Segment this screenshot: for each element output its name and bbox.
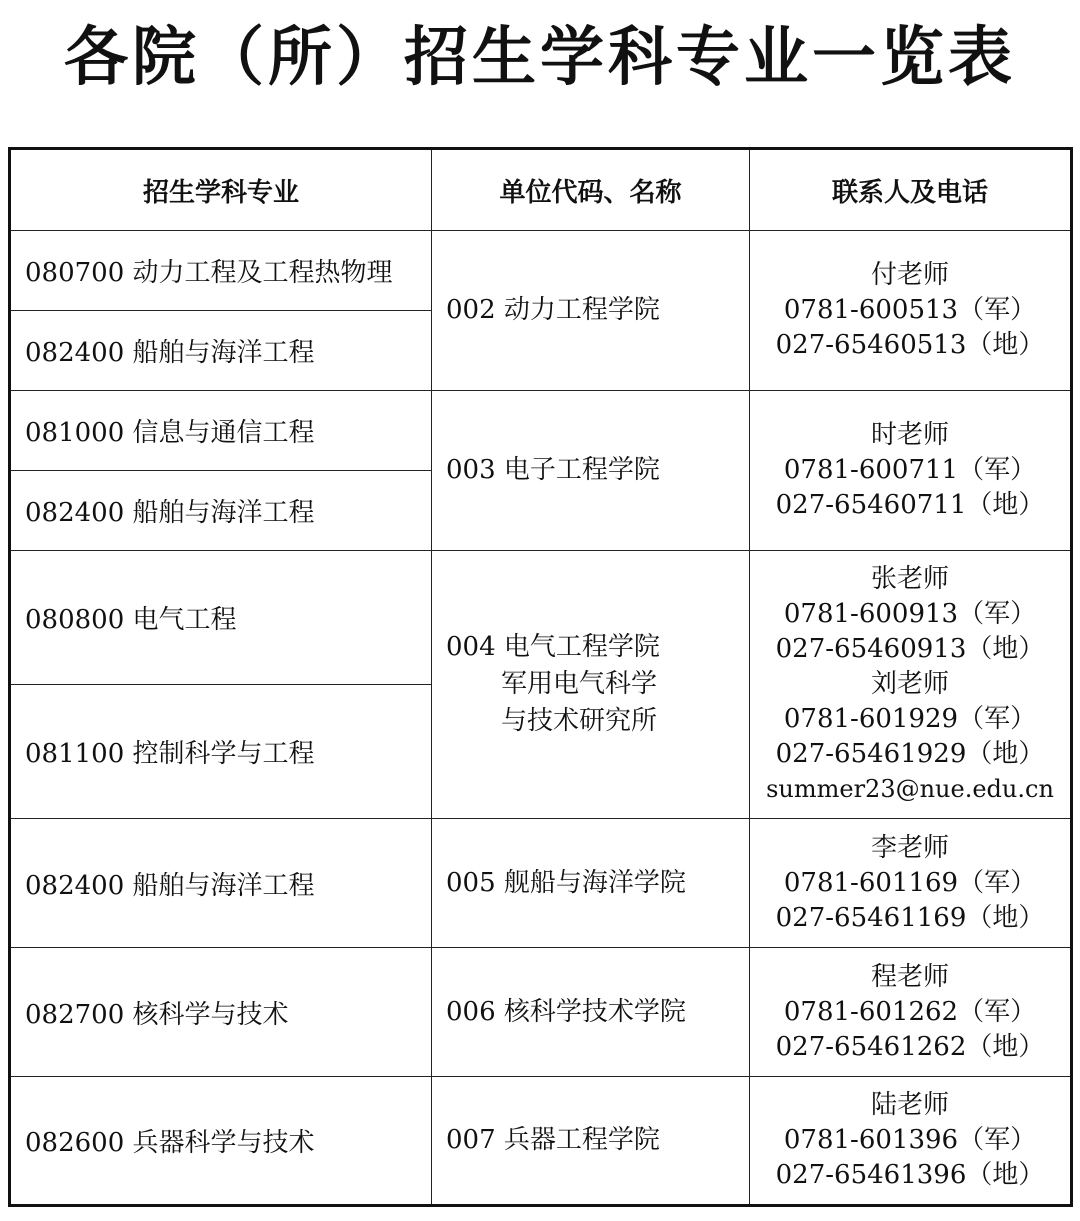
contact-phone-civil: 027-65460513（地） bbox=[775, 330, 1045, 360]
major-cell: 082400 船舶与海洋工程 bbox=[10, 471, 432, 551]
contact-phone-civil: 027-65461169（地） bbox=[775, 902, 1045, 933]
unit-cell bbox=[432, 391, 750, 551]
contact-name: 刘老师 bbox=[870, 669, 949, 699]
table-row bbox=[10, 948, 1072, 1077]
header-unit: 单位代码、名称 bbox=[432, 149, 750, 231]
table-header-row bbox=[10, 149, 1072, 231]
major-cell: 081100 控制科学与工程 bbox=[10, 685, 432, 819]
unit-name-line: 军用电气科学 bbox=[501, 669, 658, 699]
contact-name: 李老师 bbox=[870, 832, 949, 863]
unit-cell bbox=[432, 551, 750, 819]
major-cell: 080700 动力工程及工程热物理 bbox=[10, 231, 432, 311]
contact-phone-civil: 027-65461262（地） bbox=[775, 1031, 1045, 1062]
contact-cell bbox=[750, 391, 1072, 551]
unit-cell bbox=[432, 231, 750, 391]
unit-name: 002 动力工程学院 bbox=[446, 295, 660, 325]
major-cell: 082700 核科学与技术 bbox=[10, 948, 432, 1077]
contact-phone-civil: 027-65461929（地） bbox=[775, 739, 1045, 769]
contact-name: 程老师 bbox=[870, 961, 949, 992]
table-row bbox=[10, 391, 1072, 471]
contact-phone-military: 0781-600513（军） bbox=[783, 295, 1037, 325]
major-cell: 080800 电气工程 bbox=[10, 551, 432, 685]
contact-phone-military: 0781-601929（军） bbox=[783, 704, 1037, 734]
contact-phone-military: 0781-601169（军） bbox=[783, 867, 1037, 898]
contact-phone-military: 0781-601262（军） bbox=[783, 996, 1037, 1027]
contact-phone-civil: 027-65460711（地） bbox=[775, 490, 1045, 520]
contact-phone-military: 0781-600913（军） bbox=[783, 599, 1037, 629]
contact-phone-civil: 027-65461396（地） bbox=[775, 1160, 1045, 1190]
unit-name: 005 舰船与海洋学院 bbox=[446, 867, 686, 898]
unit-cell bbox=[432, 948, 750, 1077]
contact-name: 陆老师 bbox=[870, 1090, 949, 1120]
table-row bbox=[10, 1077, 1072, 1206]
table-row bbox=[10, 819, 1072, 948]
admissions-table bbox=[8, 147, 1073, 1207]
page-title: 各院（所）招生学科专业一览表 bbox=[64, 21, 1016, 95]
contact-name: 张老师 bbox=[870, 564, 949, 594]
contact-cell bbox=[750, 1077, 1072, 1206]
contact-cell bbox=[750, 819, 1072, 948]
header-major: 招生学科专业 bbox=[10, 149, 432, 231]
contact-name: 付老师 bbox=[870, 260, 949, 290]
contact-email[interactable]: summer23@nue.edu.cn bbox=[766, 775, 1054, 803]
header-contact: 联系人及电话 bbox=[750, 149, 1072, 231]
contact-phone-civil: 027-65460913（地） bbox=[775, 634, 1045, 664]
contact-cell bbox=[750, 231, 1072, 391]
unit-name: 003 电子工程学院 bbox=[446, 455, 660, 485]
unit-name-line: 与技术研究所 bbox=[501, 706, 658, 736]
contact-phone-military: 0781-601396（军） bbox=[783, 1125, 1037, 1155]
table-row bbox=[10, 551, 1072, 685]
table-row bbox=[10, 231, 1072, 311]
unit-cell bbox=[432, 819, 750, 948]
contact-phone-military: 0781-600711（军） bbox=[783, 455, 1037, 485]
unit-name: 006 核科学技术学院 bbox=[446, 996, 686, 1027]
major-cell: 082400 船舶与海洋工程 bbox=[10, 311, 432, 391]
unit-name: 004 电气工程学院 bbox=[446, 632, 660, 662]
unit-cell bbox=[432, 1077, 750, 1206]
major-cell: 082400 船舶与海洋工程 bbox=[10, 819, 432, 948]
contact-cell bbox=[750, 551, 1072, 819]
major-cell: 081000 信息与通信工程 bbox=[10, 391, 432, 471]
major-cell: 082600 兵器科学与技术 bbox=[10, 1077, 432, 1206]
unit-name: 007 兵器工程学院 bbox=[446, 1125, 660, 1155]
contact-cell bbox=[750, 948, 1072, 1077]
contact-name: 时老师 bbox=[870, 420, 949, 450]
